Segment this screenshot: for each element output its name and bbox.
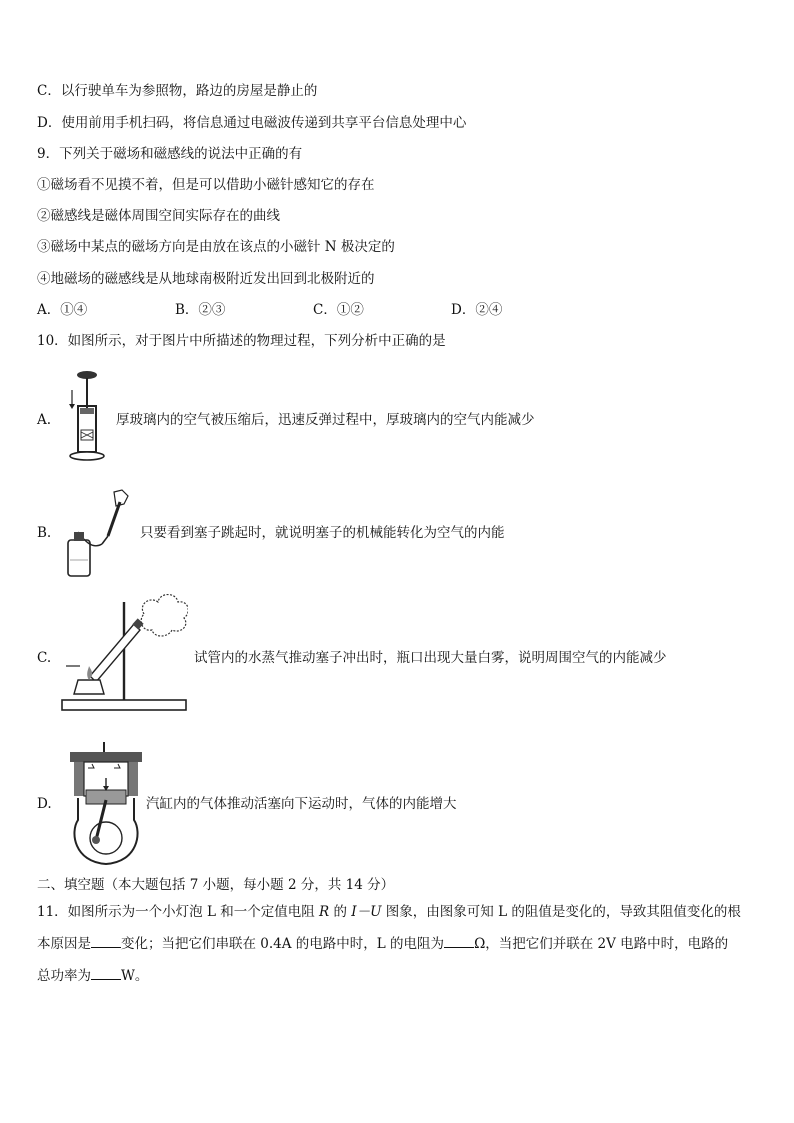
q10-option-d-text: 汽缸内的气体推动活塞向下运动时，气体的内能增大 bbox=[146, 796, 457, 812]
q11-text-1c: 图象，由图象可知 L 的阻值是变化的，导致其阻值变化的根 bbox=[381, 904, 741, 920]
q10-option-a-text: 厚玻璃内的空气被压缩后，迅速反弹过程中，厚玻璃内的空气内能减少 bbox=[116, 412, 535, 428]
q9-statement-2: ②磁感线是磁体周围空间实际存在的曲线 bbox=[37, 208, 280, 224]
q11-text-1b: 的 bbox=[329, 904, 352, 920]
q11-text-3b: W。 bbox=[121, 968, 149, 984]
q10-option-b-text: 只要看到塞子跳起时，就说明塞子的机械能转化为空气的内能 bbox=[140, 525, 505, 541]
q9-choice-d[interactable]: D．②④ bbox=[451, 302, 503, 318]
q11-line-2 bbox=[37, 933, 728, 954]
q11-symbol-r: R bbox=[319, 904, 330, 920]
q11-symbol-iu: I－U bbox=[351, 904, 382, 920]
q11-text-3a: 总功率为 bbox=[37, 968, 91, 984]
q9-statement-4: ④地磁场的磁感线是从地球南极附近发出回到北极附近的 bbox=[37, 271, 375, 287]
q11-text-2c: Ω，当把它们并联在 2V 电路中时，电路的 bbox=[474, 936, 729, 952]
q11-line-1 bbox=[37, 902, 741, 922]
q10-option-a-letter[interactable]: A. bbox=[37, 412, 52, 428]
engine-cylinder-icon bbox=[64, 740, 148, 868]
q11-text-2a: 本原因是 bbox=[37, 936, 91, 952]
q10-option-c-text: 试管内的水蒸气推动塞子冲出时，瓶口出现大量白雾，说明周围空气的内能减少 bbox=[194, 650, 667, 666]
q9-statement-3: ③磁场中某点的磁场方向是由放在该点的小磁针 N 极决定的 bbox=[37, 239, 395, 255]
q8-option-c: C．以行驶单车为参照物，路边的房屋是静止的 bbox=[37, 83, 318, 99]
bottle-pump-icon bbox=[62, 488, 136, 580]
q8-option-d: D．使用前用手机扫码，将信息通过电磁波传递到共享平台信息处理中心 bbox=[37, 115, 467, 131]
compression-cylinder-icon bbox=[66, 368, 108, 464]
q10-stem: 10．如图所示，对于图片中所描述的物理过程，下列分析中正确的是 bbox=[37, 333, 446, 349]
answer-blank-1[interactable] bbox=[91, 933, 121, 948]
q9-choice-b[interactable]: B．②③ bbox=[175, 302, 226, 318]
q11-text-2b: 变化；当把它们串联在 0.4A 的电路中时，L 的电阻为 bbox=[121, 936, 445, 952]
answer-blank-3[interactable] bbox=[91, 965, 121, 980]
q9-choice-c[interactable]: C．①② bbox=[313, 302, 364, 318]
q10-option-d-letter[interactable]: D. bbox=[37, 796, 52, 812]
q11-line-3 bbox=[37, 965, 148, 986]
q9-stem: 9．下列关于磁场和磁感线的说法中正确的有 bbox=[37, 146, 303, 162]
q11-text-1a: 11．如图所示为一个小灯泡 L 和一个定值电阻 bbox=[37, 904, 320, 920]
q9-statement-1: ①磁场看不见摸不着，但是可以借助小磁针感知它的存在 bbox=[37, 177, 375, 193]
section-heading: 二、填空题（本大题包括 7 小题，每小题 2 分，共 14 分） bbox=[37, 877, 395, 893]
q10-option-b-letter[interactable]: B. bbox=[37, 525, 52, 541]
answer-blank-2[interactable] bbox=[444, 933, 474, 948]
q9-choice-a[interactable]: A．①④ bbox=[37, 302, 88, 318]
test-tube-steam-icon bbox=[60, 594, 188, 716]
q10-option-c-letter[interactable]: C. bbox=[37, 650, 52, 666]
